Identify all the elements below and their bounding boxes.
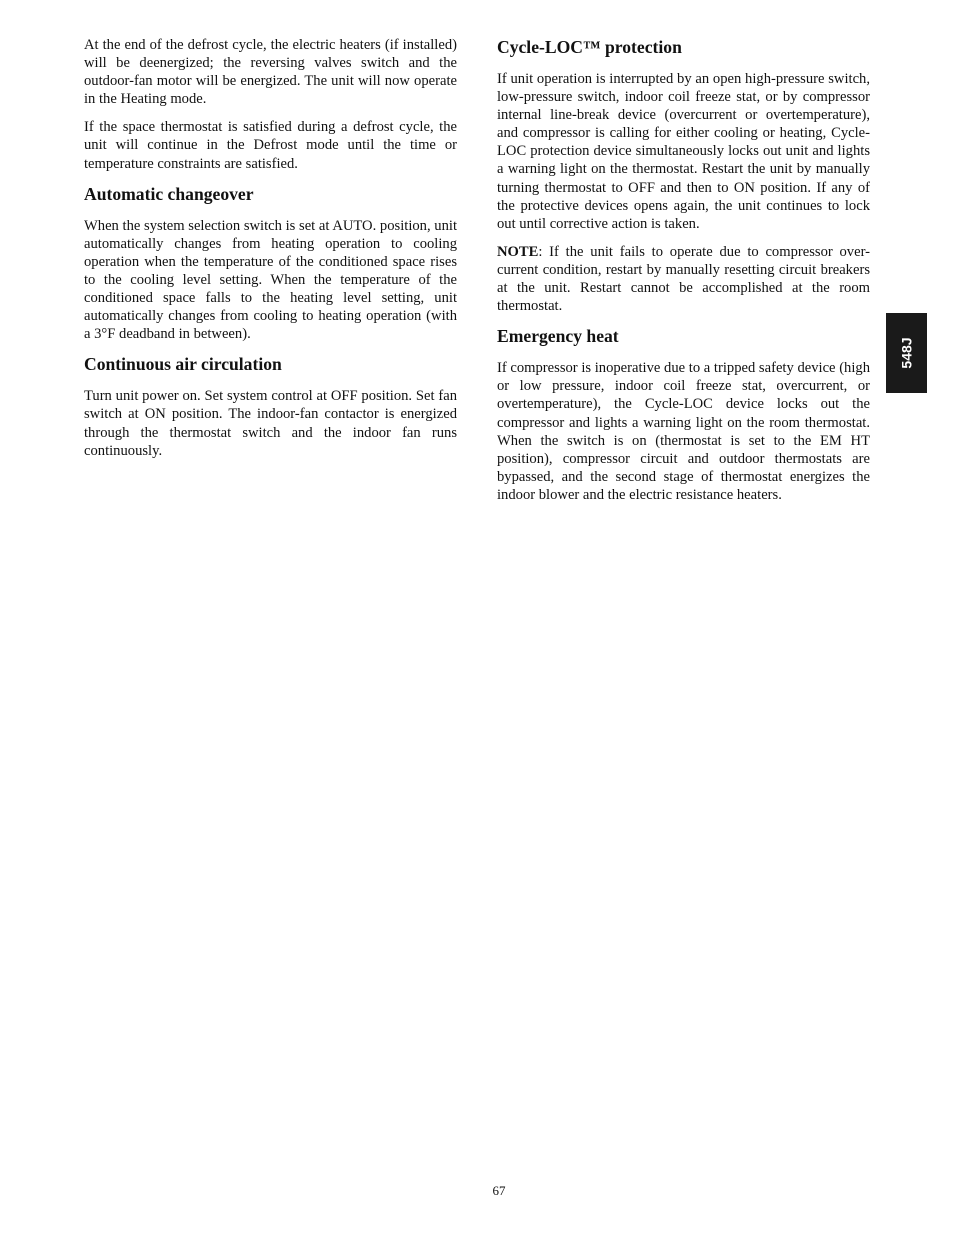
note-label: NOTE (497, 243, 539, 260)
model-side-tab-label: 548J (898, 337, 915, 369)
emergency-heat-paragraph: If compressor is inoperative due to a tripped safety device (high or low pressure, indoor coil freeze stat, overcurrent, or overtemperature), the Cycle-LOC device locks out the compressor and lights a warning light on the room thermostat. When the switch is on (thermostat is set to the EM HT position), compressor circuit and outdoor thermostats are bypassed, and the second stage of thermostat energizes the indoor blower and the electric resistance heaters. (497, 360, 870, 503)
defrost-thermostat-paragraph: If the space thermostat is satisfied during a defrost cycle, the unit will continue in the Defrost mode until the time or temperature constraints are satisfied. (84, 119, 457, 172)
model-side-tab (886, 313, 927, 393)
cycle-loc-heading: Cycle-LOC™ protection (497, 37, 682, 57)
continuous-air-circulation-heading: Continuous air circulation (84, 354, 282, 375)
page-number: 67 (492, 1183, 506, 1198)
automatic-changeover-heading: Automatic changeover (84, 183, 254, 204)
automatic-changeover-paragraph: When the system selection switch is set at AUTO. position, unit automatically changes from heating operation to cooling operation when the temperature of the conditioned space rises to the cooling level setting. When the temperature of the conditioned space falls to the heating level setting, unit automatically changes from cooling to heating operation (with a 3°F deadband in between). (84, 217, 457, 343)
emergency-heat-heading: Emergency heat (497, 326, 619, 347)
left-column (84, 36, 457, 470)
defrost-end-paragraph: At the end of the defrost cycle, the electric heaters (if installed) will be deenergized; the reversing valves switch and the outdoor-fan motor will be energized. The unit will now operate in the Heating mode. (84, 37, 457, 108)
note-text: : If the unit fails to operate due to compressor over-current condition, restart by manually resetting circuit breakers at the unit. Restart cannot be accomplished at the room thermostat. (497, 243, 870, 315)
continuous-air-circulation-paragraph: Turn unit power on. Set system control at OFF position. Set fan switch at ON position. The indoor-fan contactor is energized through the thermostat switch and the indoor fan runs continuously. (84, 388, 457, 459)
note-paragraph (497, 243, 870, 315)
right-column (497, 36, 870, 514)
cycle-loc-paragraph: If unit operation is interrupted by an open high-pressure switch, low-pressure switch, indoor coil freeze stat, or by compressor internal line-break device (overcurrent or overtemperature), and compressor is calling for either cooling or heating, Cycle-LOC protection device simultaneously locks out unit and lights a warning light on the thermostat. Restart the unit by manually turning thermostat to OFF and then to ON position. If any of the protective devices opens again, the unit continues to lock out until corrective action is taken. (497, 71, 870, 232)
